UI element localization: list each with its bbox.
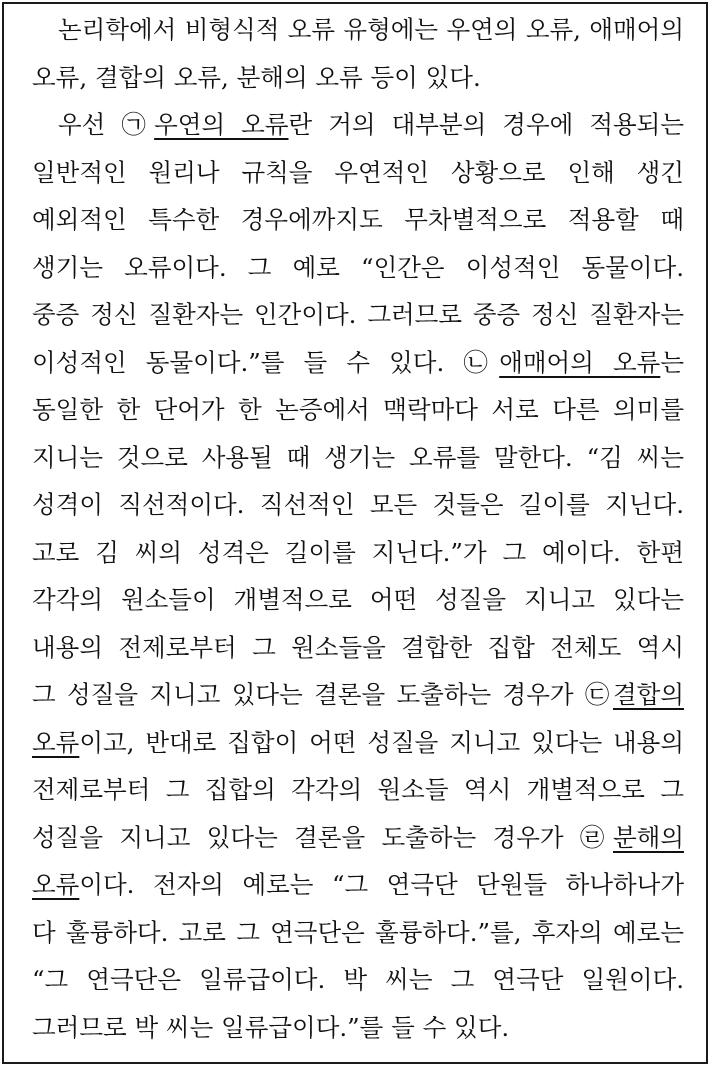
passage-line xyxy=(32,913,684,953)
text-run: 이성적인 동물이다.”를 들 수 있다. ㉡ xyxy=(32,347,500,377)
passage-line xyxy=(32,675,684,715)
document-frame xyxy=(2,2,708,1064)
text-run: 성질을 지니고 있다는 결론을 도출하는 경우가 ㉣ xyxy=(32,822,613,852)
passage-line xyxy=(32,580,684,620)
passage-line xyxy=(32,960,684,1000)
text-run: 이고, 반대로 집합이 어떤 성질을 지니고 있다는 내용의 xyxy=(79,727,684,757)
text-run: 예외적인 특수한 경우에까지도 무차별적으로 적용할 때 xyxy=(32,205,684,234)
text-run: 그 성질을 지니고 있다는 결론을 도출하는 경우가 ㉢ xyxy=(32,680,613,709)
passage-line xyxy=(32,248,684,288)
passage-line xyxy=(32,343,684,383)
passage-line xyxy=(32,200,684,240)
passage-line xyxy=(32,770,684,810)
passage-line xyxy=(32,438,684,478)
text-run: “그 연극단은 일류급이다. 박 씨는 그 연극단 일원이다. xyxy=(32,965,684,994)
text-run: 동일한 한 단어가 한 논증에서 맥락마다 서로 다른 의미를 xyxy=(32,395,684,424)
text-run: 이다. 전자의 예로는 “그 연극단 단원들 하나하나가 xyxy=(79,870,684,899)
passage-line xyxy=(32,723,684,763)
passage-line xyxy=(32,485,684,525)
underlined-term: 오류 xyxy=(32,727,80,757)
text-run: 다 훌륭하다. 고로 그 연극단은 훌륭하다.”를, 후자의 예로는 xyxy=(32,917,684,947)
text-run: 우선 ㉠ xyxy=(58,110,155,139)
text-run: 일반적인 원리나 규칙을 우연적인 상황으로 인해 생긴 xyxy=(32,157,684,187)
passage-line xyxy=(32,533,684,573)
text-run: 중증 정신 질환자는 인간이다. 그러므로 중증 정신 질환자는 xyxy=(32,300,684,329)
text-run: 생기는 오류이다. 그 예로 “인간은 이성적인 동물이다. xyxy=(32,252,684,282)
underlined-term: 애매어의 오류 xyxy=(499,347,661,377)
passage-line xyxy=(32,628,684,668)
underlined-term: 분해의 xyxy=(612,822,684,852)
passage-line xyxy=(32,58,684,98)
text-run: 오류, 결합의 오류, 분해의 오류 등이 있다. xyxy=(32,62,481,92)
passage-line xyxy=(32,818,684,858)
passage-line xyxy=(32,295,684,335)
passage-line xyxy=(32,153,684,193)
text-run: 고로 김 씨의 성격은 길이를 지닌다.”가 그 예이다. 한편 xyxy=(32,537,684,567)
text-run: 각각의 원소들이 개별적으로 어떤 성질을 지니고 있다는 xyxy=(32,585,684,614)
passage-line xyxy=(32,390,684,430)
passage-line xyxy=(32,10,684,50)
text-run: 지니는 것으로 사용될 때 생기는 오류를 말한다. “김 씨는 xyxy=(32,442,684,472)
text-run: 란 거의 대부분의 경우에 적용되는 xyxy=(288,110,684,139)
text-run: 는 xyxy=(660,347,684,377)
passage-line xyxy=(32,105,684,145)
text-run: 논리학에서 비형식적 오류 유형에는 우연의 오류, 애매어의 xyxy=(58,15,684,44)
text-run: 성격이 직선적이다. 직선적인 모든 것들은 길이를 지닌다. xyxy=(32,490,684,519)
underlined-term: 우연의 오류 xyxy=(154,110,289,139)
text-run: 전제로부터 그 집합의 각각의 원소들 역시 개별적으로 그 xyxy=(32,775,684,804)
passage-line xyxy=(32,865,684,905)
underlined-term: 오류 xyxy=(32,870,80,899)
underlined-term: 결합의 xyxy=(612,680,684,709)
text-run: 내용의 전제로부터 그 원소들을 결합한 집합 전체도 역시 xyxy=(32,632,684,662)
text-run: 그러므로 박 씨는 일류급이다.”를 들 수 있다. xyxy=(32,1012,510,1042)
passage-line xyxy=(32,1008,684,1048)
